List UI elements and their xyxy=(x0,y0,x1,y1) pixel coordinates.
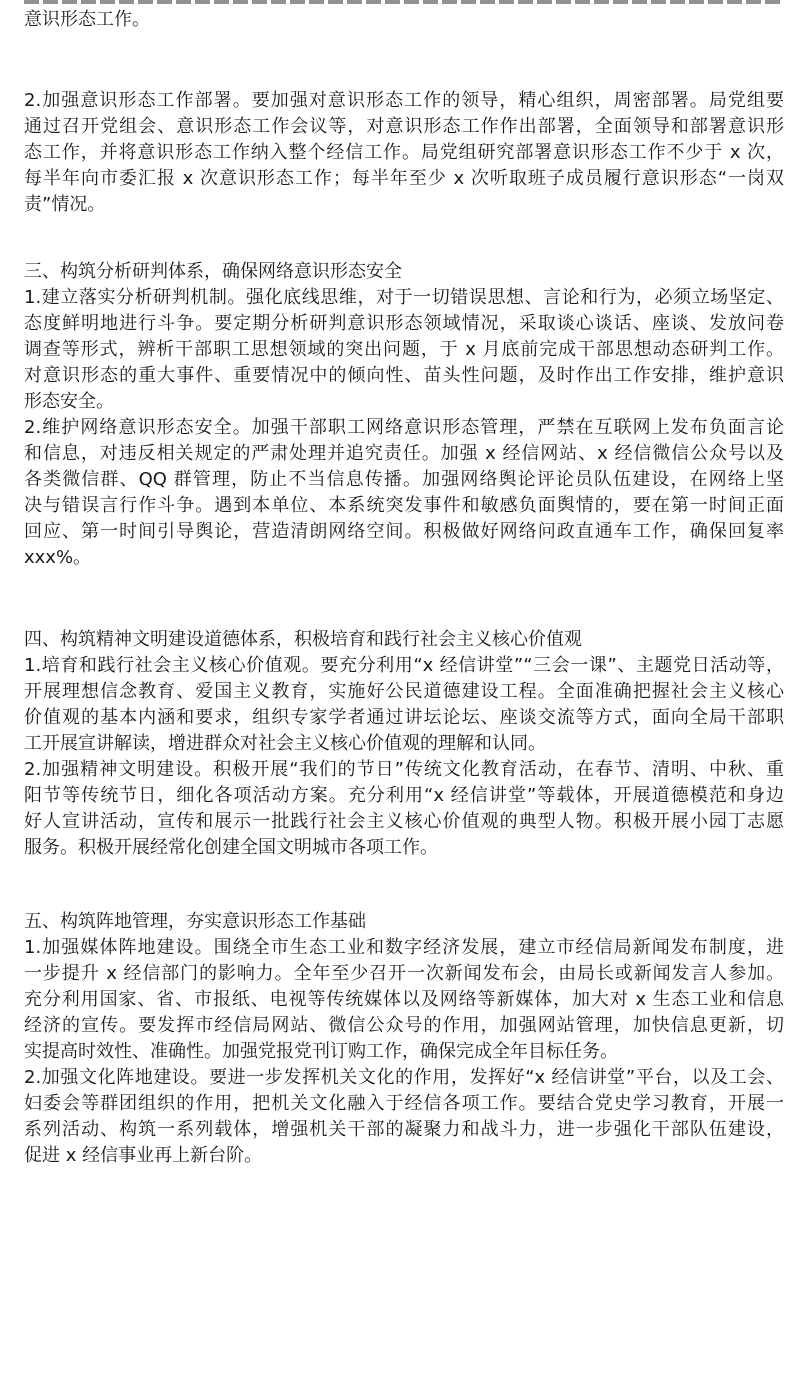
section-five xyxy=(24,909,784,1169)
section-three xyxy=(24,259,784,571)
text-line: 系列活动、构筑一系列载体，增强机关干部的凝聚力和战斗力，进一步强化干部队伍建设， xyxy=(24,1119,784,1140)
text-line: 调查等形式，辨析干部职工思想领域的突出问题，于 x 月底前完成干部思想动态研判工作。 xyxy=(24,339,784,360)
text-line: 意识形态工作。 xyxy=(24,9,150,30)
text-line: 1.培育和践行社会主义核心价值观。要充分利用“x 经信讲堂”“三会一课”、主题党日活动等， xyxy=(24,655,784,676)
text-line: 2.加强文化阵地建设。要进一步发挥机关文化的作用，发挥好“x 经信讲堂”平台，以及工会、 xyxy=(24,1067,784,1088)
text-line: 经济的宣传。要发挥市经信局网站、微信公众号的作用，加强网站管理，加快信息更新，切 xyxy=(24,1015,784,1036)
text-line: 妇委会等群团组织的作用，把机关文化融入于经信各项工作。要结合党史学习教育，开展一 xyxy=(24,1093,784,1114)
text-line: 阳节等传统节日，细化各项活动方案。充分利用“x 经信讲堂”等载体，开展道德模范和身边 xyxy=(24,785,784,806)
text-line: 2.维护网络意识形态安全。加强干部职工网络意识形态管理，严禁在互联网上发布负面言论 xyxy=(24,417,784,438)
section-heading: 三、构筑分析研判体系，确保网络意识形态安全 xyxy=(24,261,402,282)
text-line: 决与错误言行作斗争。遇到本单位、本系统突发事件和敏感负面舆情的，要在第一时间正面 xyxy=(24,495,784,516)
section-four xyxy=(24,627,784,861)
text-line: 对意识形态的重大事件、重要情况中的倾向性、苗头性问题，及时作出工作安排，维护意识 xyxy=(24,365,784,386)
text-line: 2.加强精神文明建设。积极开展“我们的节日”传统文化教育活动，在春节、清明、中秋、重 xyxy=(24,759,784,780)
text-line: 1.加强媒体阵地建设。围绕全市生态工业和数字经济发展，建立市经信局新闻发布制度，进 xyxy=(24,937,784,958)
text-line: 通过召开党组会、意识形态工作会议等，对意识形态工作作出部署，全面领导和部署意识形 xyxy=(24,116,784,137)
text-line: 实提高时效性、准确性。加强党报党刊订购工作，确保完成全年目标任务。 xyxy=(24,1041,618,1062)
text-line: 促进 x 经信事业再上新台阶。 xyxy=(24,1145,263,1166)
section-heading: 五、构筑阵地管理，夯实意识形态工作基础 xyxy=(24,911,366,932)
text-line: 和信息，对违反相关规定的严肃处理并追究责任。加强 x 经信网站、x 经信微信公众号以及 xyxy=(24,443,784,464)
text-line: 1.建立落实分析研判机制。强化底线思维，对于一切错误思想、言论和行为，必须立场坚定、 xyxy=(24,287,784,308)
section-heading: 四、构筑精神文明建设道德体系，积极培育和践行社会主义核心价值观 xyxy=(24,629,582,650)
text-line: 工开展宣讲解读，增进群众对社会主义核心价值观的理解和认同。 xyxy=(24,733,546,754)
text-line: 价值观的基本内涵和要求，组织专家学者通过讲坛论坛、座谈交流等方式，面向全局干部职 xyxy=(24,707,784,728)
paragraph-ideology-deployment xyxy=(24,88,784,218)
text-line: 每半年向市委汇报 x 次意识形态工作；每半年至少 x 次听取班子成员履行意识形态“一岗双 xyxy=(24,168,784,189)
text-line: 回应、第一时间引导舆论，营造清朗网络空间。积极做好网络问政直通车工作，确保回复率 xyxy=(24,521,784,542)
text-line: 态工作，并将意识形态工作纳入整个经信工作。局党组研究部署意识形态工作不少于 x 次， xyxy=(24,142,784,163)
text-line: 充分利用国家、省、市报纸、电视等传统媒体以及网络等新媒体，加大对 x 生态工业和信息 xyxy=(24,989,784,1010)
text-line: 各类微信群、QQ 群管理，防止不当信息传播。加强网络舆论评论员队伍建设，在网络上坚 xyxy=(24,469,784,490)
text-line: 2.加强意识形态工作部署。要加强对意识形态工作的领导，精心组织，周密部署。局党组要 xyxy=(24,90,784,111)
paragraph-tail xyxy=(24,7,784,33)
text-line: 态度鲜明地进行斗争。要定期分析研判意识形态领域情况，采取谈心谈话、座谈、发放问卷 xyxy=(24,313,784,334)
text-line: 开展理想信念教育、爱国主义教育，实施好公民道德建设工程。全面准确把握社会主义核心 xyxy=(24,681,784,702)
truncated-top-line xyxy=(24,0,784,6)
text-line: 好人宣讲活动，宣传和展示一批践行社会主义核心价值观的典型人物。积极开展小园丁志愿 xyxy=(24,811,784,832)
text-line: 服务。积极开展经常化创建全国文明城市各项工作。 xyxy=(24,837,438,858)
text-line: 形态安全。 xyxy=(24,391,114,412)
text-line: 一步提升 x 经信部门的影响力。全年至少召开一次新闻发布会，由局长或新闻发言人参加。 xyxy=(24,963,784,984)
text-line: xxx%。 xyxy=(24,547,92,568)
text-line: 责”情况。 xyxy=(24,194,106,215)
